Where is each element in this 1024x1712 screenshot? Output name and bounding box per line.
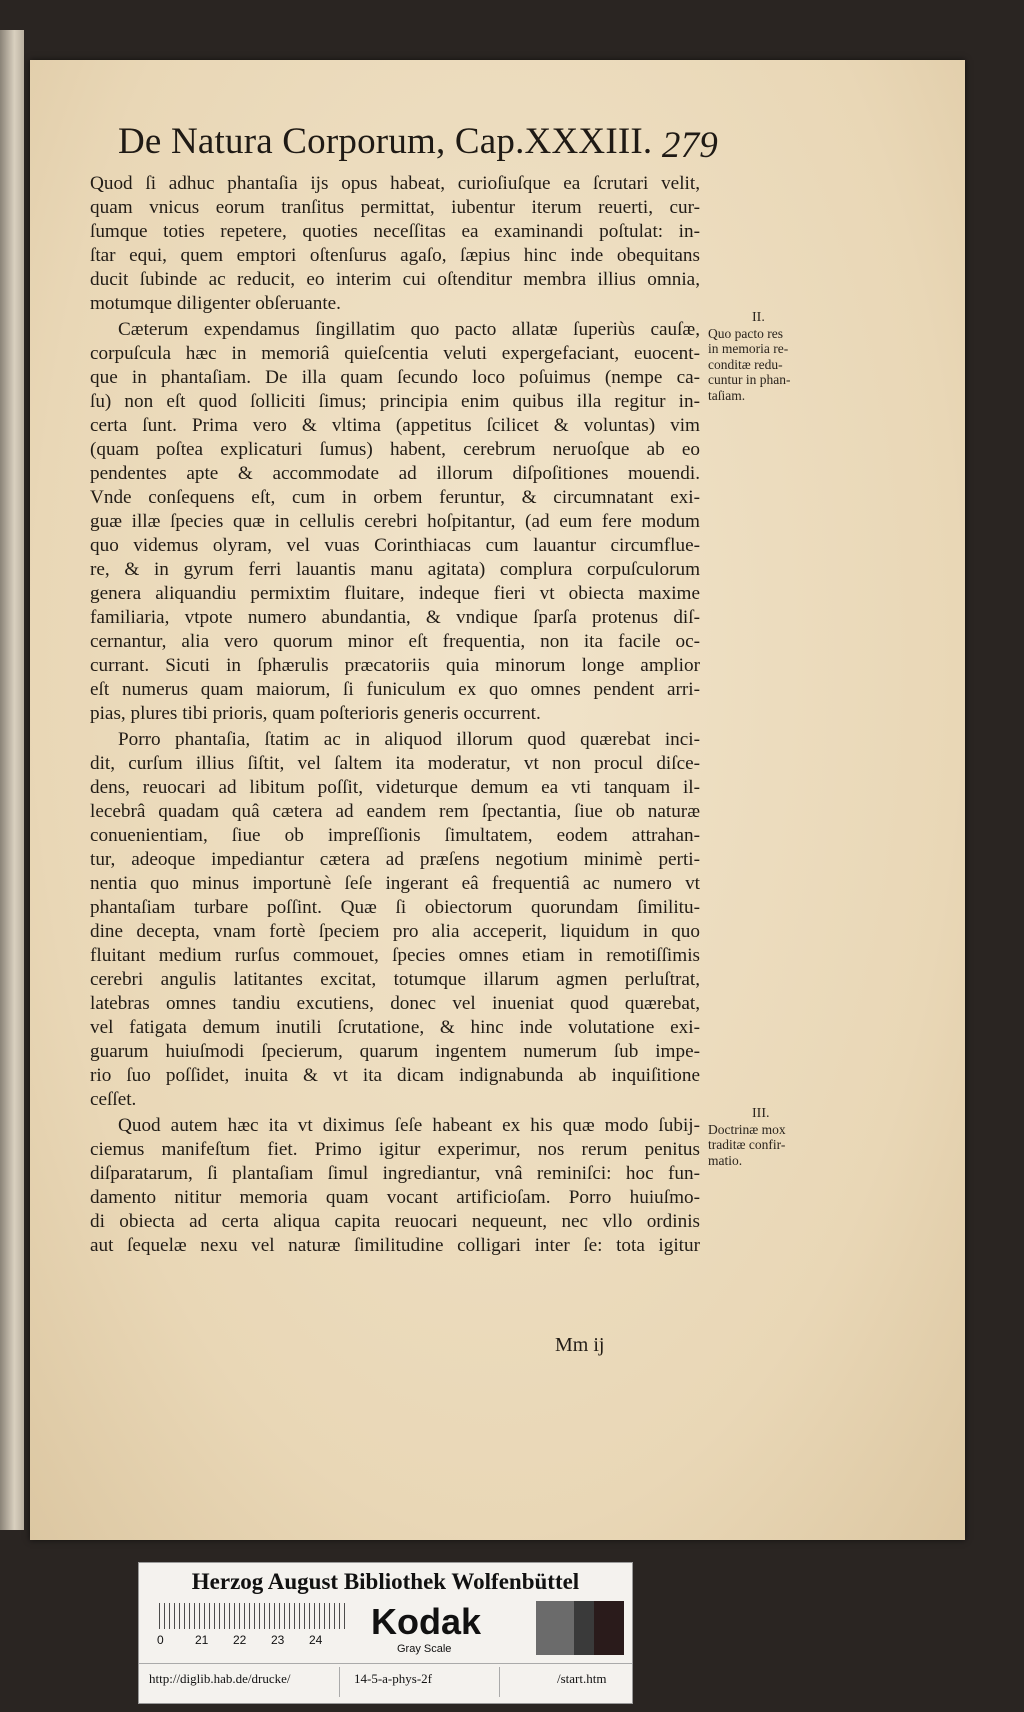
text-line: dit, curſum illius ſiſtit, vel ſaltem ita moderatur, vt non procul diſce- xyxy=(90,753,700,774)
text-line: Quod ſi adhuc phantaſia ijs opus habeat, curioſiuſque ea ſcrutari velit, xyxy=(90,173,700,194)
text-line: quam vnicus eorum tranſitus permittat, iubentur iterum reuerti, cur- xyxy=(90,197,700,218)
text-line: cernantur, alia vero quorum minor eſt frequentia, non ita facile oc- xyxy=(90,631,700,652)
text-line: re, & in gyrum ferri lauantis manu agitata) complura corpuſculorum xyxy=(90,559,700,580)
running-head-title: De Natura Corporum, Cap.XXXIII. xyxy=(118,121,653,162)
marginal-note-line: taſiam. xyxy=(708,387,746,403)
ruler-number: 22 xyxy=(233,1633,247,1647)
kodak-logo: Kodak xyxy=(371,1601,482,1642)
text-line: ſtar equi, quem emptori oſtenſurus agaſo, ſæpius hinc inde obequitans xyxy=(90,245,700,266)
text-line: diſparatarum, ſi plantaſiam ſimul ingrediantur, vnâ reminiſci: hoc fun- xyxy=(90,1163,700,1184)
text-line: currant. Sicuti in ſphærulis præcatoriis quia minorum longe amplior xyxy=(90,655,700,676)
marginal-note-line: cuntur in phan- xyxy=(708,372,791,387)
ruler-number: 23 xyxy=(271,1633,285,1647)
text-line: quo videmus olyram, vel vuas Corinthiacas cum lauantur circumflue- xyxy=(90,535,700,556)
ruler-number: 24 xyxy=(309,1633,323,1647)
library-card xyxy=(138,1562,633,1704)
card-divider xyxy=(139,1663,632,1664)
text-line: eſt numerus quam maiorum, ſi funiculum ex quo omnes pendent arri- xyxy=(90,679,700,700)
library-name: Herzog August Bibliothek Wolfenbüttel xyxy=(191,1569,580,1594)
text-line: ceſſet. xyxy=(90,1089,137,1110)
ruler-number: 21 xyxy=(195,1633,209,1647)
text-line: Porro phantaſia, ſtatim ac in aliquod illorum quod quærebat inci- xyxy=(118,729,700,750)
text-line: ſu) non eſt quod ſolliciti ſimus; principia enim quibus illa regitur in- xyxy=(90,391,700,412)
card-separator xyxy=(339,1667,340,1697)
marginal-note-line: conditæ redu- xyxy=(708,356,783,372)
text-line: nentia quo minus importunè ſeſe ingerant eâ frequentiâ ac numero vt xyxy=(90,873,700,894)
text-line: dens, reuocari ad libitum poſſit, videturque demum ea vti tanquam il- xyxy=(90,777,700,798)
text-line: certa ſunt. Prima vero & vltima (appetitus ſcilicet & voluntas) vim xyxy=(90,415,700,436)
marginal-note xyxy=(708,310,808,403)
text-line: latebras omnes tandiu excutiens, donec vel inueniat quod quærebat, xyxy=(90,993,700,1014)
text-line: ducit ſubinde ac reducit, eo interim cui oſtenditur membra illius omnia, xyxy=(90,269,700,290)
page-number: 279 xyxy=(661,125,718,166)
text-line: pendentes apte & accommodate ad illorum diſpoſitiones mouendi. xyxy=(90,463,700,484)
marginal-note-number: II. xyxy=(752,310,765,325)
text-line: aut ſequelæ nexu vel naturæ ſimilitudine colligari inter ſe: tota igitur xyxy=(90,1235,700,1256)
text-line: phantaſiam turbare poſſint. Quæ ſi obiectorum quorundam ſimilitu- xyxy=(90,897,700,918)
card-url: http://diglib.hab.de/drucke/ xyxy=(149,1671,291,1686)
signature-mark: Mm ij xyxy=(555,1334,605,1356)
card-separator xyxy=(499,1667,500,1697)
text-line: (quam poſtea explicaturi ſumus) habent, cerebrum neruoſque ab eo xyxy=(90,439,700,460)
marginal-note xyxy=(708,1106,808,1168)
text-line: ſumque toties repetere, quoties neceſſitas ea examinandi poſtulat: in- xyxy=(90,221,700,242)
text-line: cerebri angulis latitantes excitat, totumque illarum agmen perluſtrat, xyxy=(90,969,700,990)
card-suffix: /start.htm xyxy=(557,1671,607,1686)
text-line: ciemus manifeſtum fiet. Primo igitur experimur, nos rerum penitus xyxy=(90,1139,700,1160)
marginal-note-line: Quo pacto res xyxy=(708,325,783,341)
text-line: motumque diligenter obſeruante. xyxy=(90,293,341,314)
scale-ruler xyxy=(159,1603,347,1629)
marginal-note-line: matio. xyxy=(708,1152,743,1168)
text-line: vel fatigata demum inutili ſcrutatione, & hinc inde volutatione exi- xyxy=(90,1017,700,1038)
text-line: lecebrâ quadam quâ cætera ad eandem rem ſpectantia, ſiue ob naturæ xyxy=(90,801,700,822)
text-line: Cæterum expendamus ſingillatim quo pacto allatæ ſuperiùs cauſæ, xyxy=(118,319,700,340)
black-swatch xyxy=(594,1601,624,1655)
text-line: Quod autem hæc ita vt diximus ſeſe habeant ex his quæ modo ſubij- xyxy=(118,1115,700,1136)
text-line: que in phantaſiam. De illa quam ſecundo loco poſuimus (nempe ca- xyxy=(90,367,700,388)
text-line: guæ illæ ſpecies quæ in cellulis cerebri hoſpitantur, (ad eum fere modum xyxy=(90,511,700,532)
gray-scale-label: Gray Scale xyxy=(397,1643,452,1655)
marginal-note-number: III. xyxy=(752,1106,770,1121)
running-head xyxy=(118,120,718,166)
text-line: tur, adeoque impediantur cætera ad præſens negotium minimè perti- xyxy=(90,849,700,870)
marginal-note-line: in memoria re- xyxy=(708,341,789,356)
ruler-number: 0 xyxy=(157,1633,164,1647)
text-line: fluitant medium rurſus commouet, ſpecies omnes etiam in remotiſſimis xyxy=(90,945,700,966)
marginal-note-line: traditæ confir- xyxy=(708,1137,786,1152)
adjacent-page-edge xyxy=(0,30,24,1530)
text-line: dine decepta, vnam fortè ſpeciem pro alia acceperit, liquidum in quo xyxy=(90,921,700,942)
gray-swatch xyxy=(536,1601,574,1655)
text-line: familiaria, vtpote numero abundantia, & vndique ſparſa protenus diſ- xyxy=(90,607,700,628)
marginal-note-line: Doctrinæ mox xyxy=(708,1121,786,1137)
text-line: Vnde conſequens eſt, cum in orbem feruntur, & circumnatant exi- xyxy=(90,487,700,508)
text-line: rio ſuo poſſidet, inuita & vt ita dicam indignabunda ab inquiſitione xyxy=(90,1065,700,1086)
text-line: conuenientiam, ſiue ob impreſſionis ſimultatem, eodem attrahan- xyxy=(90,825,700,846)
text-line: guarum huiuſmodi ſpecierum, quarum ingentem numerum ſub impe- xyxy=(90,1041,700,1062)
dark-swatch xyxy=(574,1601,594,1655)
card-shelfmark: 14-5-a-phys-2f xyxy=(354,1671,432,1686)
text-line: genera aliquandiu permixtim fluitare, indeque fieri vt obiecta maxime xyxy=(90,583,700,604)
text-line: corpuſcula hæc in memoriâ quieſcentia veluti expergefaciant, euocent- xyxy=(90,343,700,364)
text-line: di obiecta ad certa aliqua capita reuocari nequeunt, nec vllo ordinis xyxy=(90,1211,700,1232)
text-line: pias, plures tibi prioris, quam poſterioris generis occurrent. xyxy=(90,703,541,724)
text-line: damento nititur memoria quam vocant artificioſam. Porro huiuſmo- xyxy=(90,1187,700,1208)
ruler-numbers xyxy=(157,1633,357,1647)
